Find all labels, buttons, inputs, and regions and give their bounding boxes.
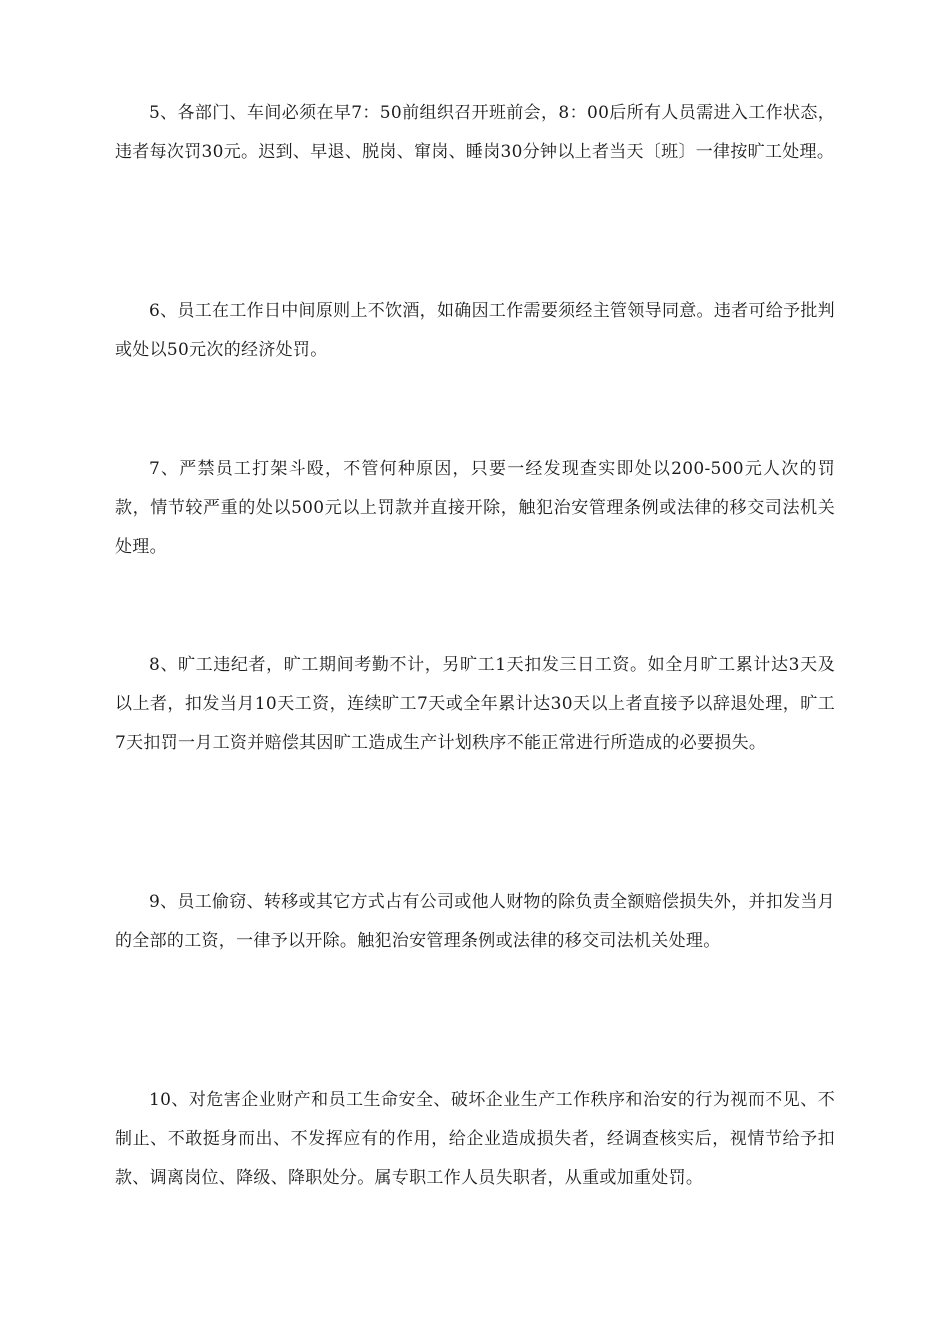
rule-paragraph-10: 10、对危害企业财产和员工生命安全、破坏企业生产工作秩序和治安的行为视而不见、不制止、不敢挺身而出、不发挥应有的作用，给企业造成损失者，经调查核实后，视情节给予扣款、调离岗位、降级、降职处分。属专职工作人员失职者，从重或加重处罚。: [115, 1090, 835, 1188]
rule-paragraph-6: 6、员工在工作日中间原则上不饮酒，如确因工作需要须经主管领导同意。违者可给予批判或处以50元次的经济处罚。: [115, 301, 835, 360]
rule-paragraph-7: 7、严禁员工打架斗殴，不管何种原因，只要一经发现查实即处以200-500元人次的罚款，情节较严重的处以500元以上罚款并直接开除，触犯治安管理条例或法律的移交司法机关处理。: [115, 459, 835, 557]
rule-paragraph-8: 8、旷工违纪者，旷工期间考勤不计，另旷工1天扣发三日工资。如全月旷工累计达3天及以上者，扣发当月10天工资，连续旷工7天或全年累计达30天以上者直接予以辞退处理，旷工7天扣罚一月工资并赔偿其因旷工造成生产计划秩序不能正常进行所造成的必要损失。: [115, 655, 835, 753]
rule-paragraph-5: 5、各部门、车间必须在早7：50前组织召开班前会，8：00后所有人员需进入工作状态，违者每次罚30元。迟到、早退、脱岗、窜岗、睡岗30分钟以上者当天〔班〕一律按旷工处理。: [115, 103, 835, 162]
rule-paragraph-9: 9、员工偷窃、转移或其它方式占有公司或他人财物的除负责全额赔偿损失外，并扣发当月的全部的工资，一律予以开除。触犯治安管理条例或法律的移交司法机关处理。: [115, 892, 835, 951]
